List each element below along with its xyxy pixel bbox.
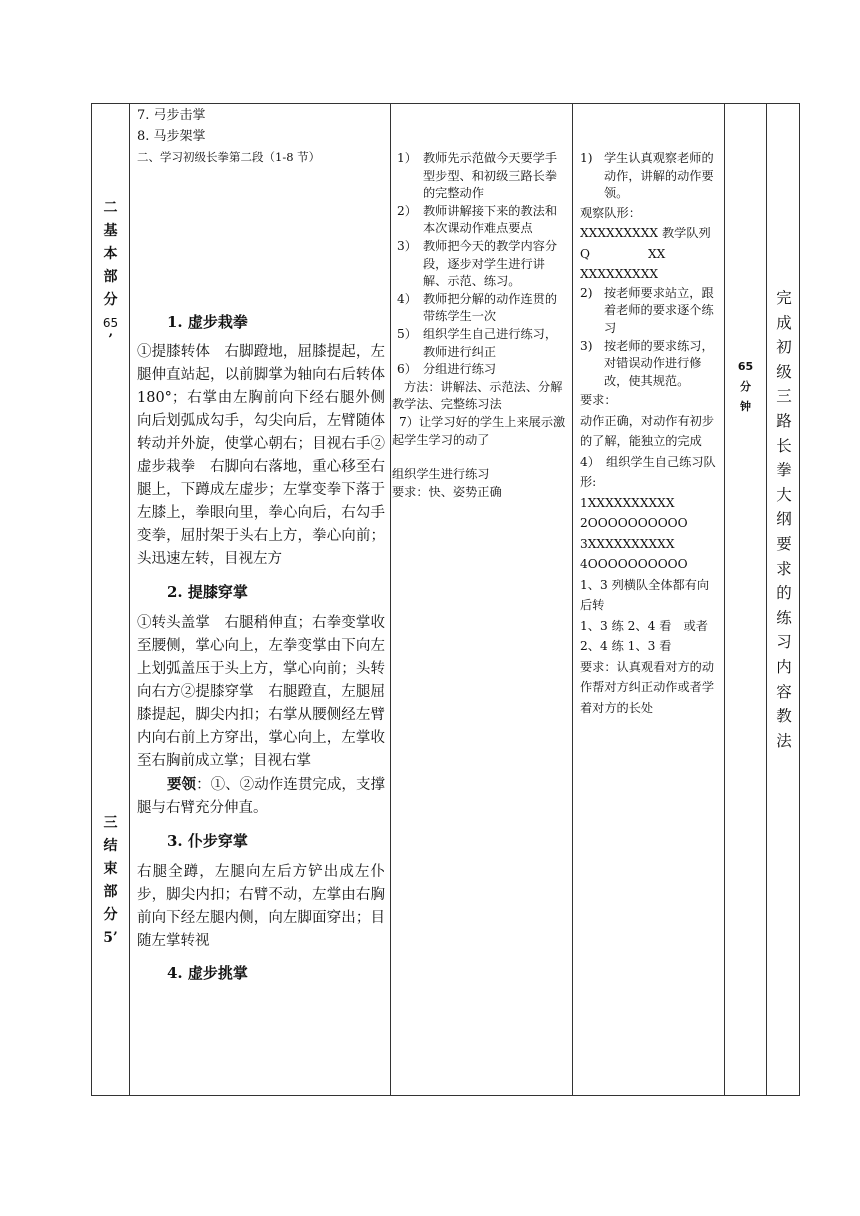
column-divider xyxy=(129,104,130,1095)
goal-char: 习 xyxy=(776,633,792,652)
movement-heading: 2. 提膝穿掌 xyxy=(167,583,248,601)
item-number: 2) xyxy=(580,285,593,300)
key-points-text: ：①、②动作连贯完成，支撑腿与右臂充分伸直。 xyxy=(137,777,386,816)
requirement-label: 要求： xyxy=(580,393,617,408)
formation-line: XXXXXXXXX xyxy=(580,267,659,282)
goal-char: 路 xyxy=(776,411,792,430)
item-number: 1） xyxy=(397,151,417,165)
end-part-label xyxy=(92,812,129,950)
basic-part-label xyxy=(92,197,129,348)
student-activities xyxy=(580,150,720,718)
movement-heading: 1. 虚步栽拳 xyxy=(167,313,248,331)
item-text: 教师把今天的教学内容分段，逐步对学生进行讲解、示范、练习。 xyxy=(423,238,558,289)
goal-char: 内 xyxy=(776,657,792,676)
formation-row: 3XXXXXXXXXX xyxy=(580,536,675,551)
goal-char: 法 xyxy=(776,731,792,750)
column-divider xyxy=(724,104,725,1095)
label-char: 三 xyxy=(103,815,118,831)
goal-char: 纲 xyxy=(776,510,792,529)
formation-row: 4OOOOOOOOOO xyxy=(580,557,688,572)
list-item xyxy=(392,361,568,379)
list-item xyxy=(392,326,568,361)
item-number: 1) xyxy=(580,151,593,165)
goal-char: 容 xyxy=(776,682,792,701)
content-column xyxy=(137,105,385,984)
teacher-position: Q xyxy=(580,246,590,261)
item-line: 8. 马步架掌 xyxy=(137,129,206,144)
item-number: 5） xyxy=(397,326,417,341)
goal-char: 的 xyxy=(776,584,792,603)
label-char: 二 xyxy=(103,200,118,216)
item-text: 让学习好的学生上来展示激起学生学习的动了 xyxy=(392,414,566,447)
label-char: ’ xyxy=(108,332,113,348)
item-number: 7） xyxy=(399,414,419,429)
item-text: 按老师要求站立，跟着老师的要求逐个练习 xyxy=(604,285,714,335)
list-item xyxy=(392,238,568,291)
formation-row: 1XXXXXXXXXX xyxy=(580,495,675,510)
note-text: 1、3 练 2、4 看 或者 2、4 练 1、3 看 xyxy=(580,618,708,654)
note-text: 1、3 列横队全体都有向后转 xyxy=(580,577,710,613)
label-char: 本 xyxy=(103,246,118,262)
goal-char: 要 xyxy=(776,534,792,553)
practice-formation: 4） 组织学生自己练习队形: xyxy=(580,454,716,490)
item-number: 6） xyxy=(397,362,417,377)
formation-label: 观察队形： xyxy=(580,205,641,220)
item-text: 教师先示范做今天要学手型步型、和初级三路长拳的完整动作 xyxy=(423,151,558,201)
movement-heading: 4. 虚步挑掌 xyxy=(167,964,248,982)
column-divider xyxy=(572,104,573,1095)
formation-line: XXXXXXXXX 教学队列 xyxy=(580,226,711,241)
requirement-text: 动作正确，对动作有初步的了解，能独立的完成 xyxy=(580,413,715,449)
item-text: 分组进行练习 xyxy=(423,362,497,377)
requirement-text: 要求：快、姿势正确 xyxy=(392,484,502,499)
list-item xyxy=(392,291,568,326)
goal-char: 完 xyxy=(776,289,792,307)
goal-char: 求 xyxy=(776,559,792,578)
formation-line xyxy=(580,244,720,265)
lesson-plan-table xyxy=(91,103,800,1096)
goal-char: 长 xyxy=(776,436,792,455)
item-text: 组织学生自己进行练习，教师进行纠正 xyxy=(423,326,558,359)
label-char: 部 xyxy=(103,269,118,285)
goal-char: 拳 xyxy=(776,461,792,480)
item-text: 教师把分解的动作连贯的带练学生一次 xyxy=(423,291,558,324)
formation-xx: XX xyxy=(648,246,666,261)
goal-char: 级 xyxy=(776,362,792,381)
organize-text: 组织学生进行练习 xyxy=(392,467,490,482)
list-item xyxy=(580,338,720,391)
time-label xyxy=(725,357,766,417)
goal-char: 练 xyxy=(776,608,792,627)
item-text: 教师讲解接下来的教法和本次课动作难点要点 xyxy=(423,203,558,236)
list-item xyxy=(580,285,720,338)
movement-description: ①转头盖掌 右腿稍伸直；右拳变掌收至腰侧，掌心向上，左拳变掌由下向左上划弧盖压于头上方，掌心向前；头转向右方②提膝穿掌 右腿蹬直，左腿屈膝提起，脚尖内扣；右掌从腰侧经左臂内向右前上方穿出，掌心向上，左掌收至右胸前成立掌；目视右掌 xyxy=(137,615,385,769)
goal-char: 成 xyxy=(776,313,792,332)
label-char: 基 xyxy=(103,223,118,239)
column-divider xyxy=(390,104,391,1095)
goal-char: 三 xyxy=(776,387,792,406)
label-char: 分 xyxy=(103,292,118,308)
movement-description: 右腿全蹲，左腿向左后方铲出成左仆步，脚尖内扣；右臂不动，左掌由右胸前向下经左腿内侧，向左脚面穿出；目随左掌转视 xyxy=(137,864,385,949)
item-number: 3) xyxy=(580,338,593,353)
methods-text: 方法：讲解法、示范法、分解教学法、完整练习法 xyxy=(392,379,563,412)
item-number: 2） xyxy=(397,203,417,218)
goal-char: 教 xyxy=(776,707,792,726)
movement-heading: 3. 仆步穿掌 xyxy=(167,832,248,850)
label-char: 5’ xyxy=(103,930,118,946)
item-number: 4） xyxy=(397,291,417,306)
teacher-activities xyxy=(392,150,568,501)
label-char: 分 xyxy=(103,907,118,923)
list-item xyxy=(392,150,568,203)
item-text: 按老师的要求练习，对错误动作进行修改，使其规范。 xyxy=(604,338,714,388)
list-item xyxy=(392,414,568,449)
item-line: 7. 弓步击掌 xyxy=(137,108,206,123)
item-text: 学生认真观察老师的动作，讲解的动作要领。 xyxy=(604,151,714,201)
movement-description: ①提膝转体 右脚蹬地，屈膝提起，左腿伸直站起，以前脚掌为轴向右后转体 180°；右掌由左胸前向下经右腿外侧向后划弧成勾手，勾尖向后，左臂随体转动并外旋，使掌心朝右；目视右手②虚步栽拳 右脚向右落地，重心移至右腿上，下蹲成左虚步；左掌变拳下落于左膝上，拳眼向里，拳心向后，右勾手变拳，屈肘架于头右上方，拳心向前；头迅速左转，目视左方 xyxy=(137,344,385,567)
time-char: 分 xyxy=(740,380,751,393)
key-points-label: 要领 xyxy=(167,776,197,793)
formation-row: 2OOOOOOOOOO xyxy=(580,516,688,531)
requirement-text: 要求：认真观看对方的动作帮对方纠正动作或者学着对方的长处 xyxy=(580,659,715,715)
list-item xyxy=(392,203,568,238)
time-char: 65 xyxy=(737,360,754,373)
section-heading: 二、学习初级长拳第二段（1-8 节） xyxy=(137,150,321,164)
key-points xyxy=(137,773,385,820)
time-char: 钟 xyxy=(740,400,751,413)
goal-char: 初 xyxy=(776,338,792,357)
label-char: 65 xyxy=(102,316,119,330)
goal-label xyxy=(767,286,801,753)
list-item xyxy=(580,150,720,203)
item-number: 3） xyxy=(397,238,417,253)
label-char: 部 xyxy=(103,884,118,900)
label-char: 束 xyxy=(103,861,118,877)
goal-char: 大 xyxy=(776,485,792,504)
label-char: 结 xyxy=(103,838,118,854)
